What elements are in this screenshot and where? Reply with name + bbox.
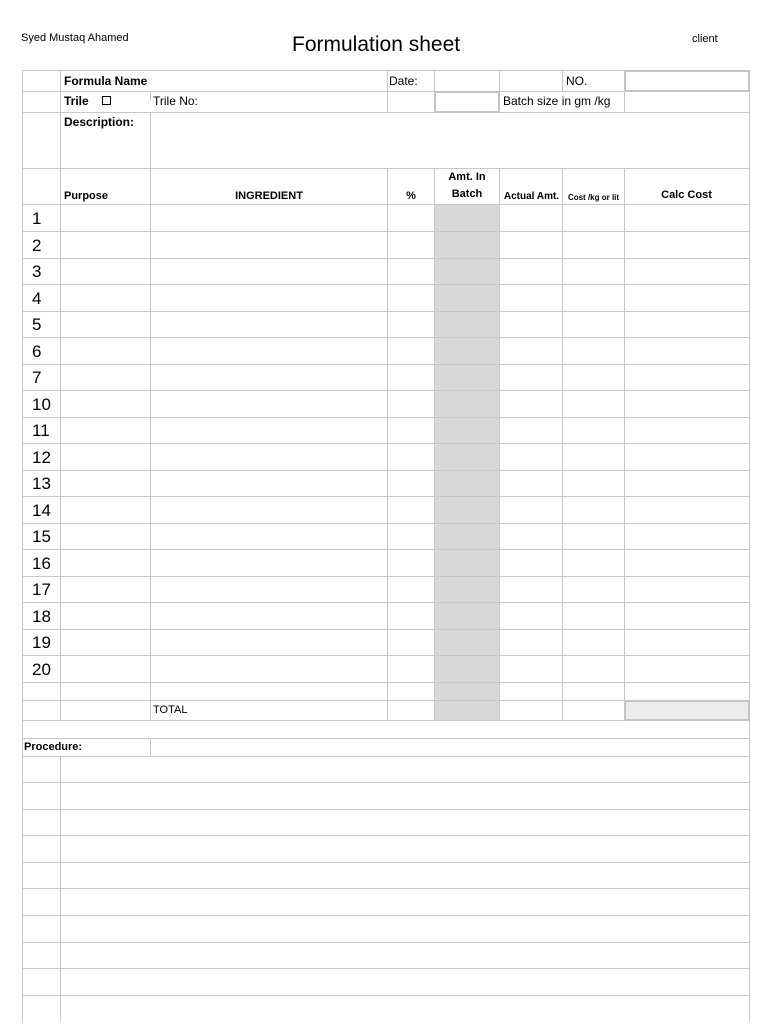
grid-line xyxy=(434,168,435,721)
row-number: 20 xyxy=(32,659,51,679)
row-number: 14 xyxy=(32,500,51,520)
client-label: client xyxy=(692,33,718,45)
grid-line xyxy=(22,470,750,471)
grid-line xyxy=(22,809,750,810)
grid-line xyxy=(22,337,750,338)
row-number: 2 xyxy=(32,235,42,255)
grid-line xyxy=(22,311,750,312)
amt-in-batch-header-line1: Amt. In xyxy=(448,171,486,183)
grid-line xyxy=(22,602,750,603)
description-label: Description: xyxy=(64,115,135,129)
ingredient-header: INGREDIENT xyxy=(235,190,303,202)
row-number: 5 xyxy=(32,315,42,334)
grid-line xyxy=(387,168,388,721)
procedure-label: Procedure: xyxy=(24,741,83,753)
page-title: Formulation sheet xyxy=(292,33,461,56)
row-number: 1 xyxy=(32,208,42,228)
amt-in-batch-header-line2: Batch xyxy=(451,188,483,200)
grid-line xyxy=(22,576,750,577)
grid-line xyxy=(22,968,750,969)
grid-line xyxy=(22,655,750,656)
amt-in-batch-column-shade xyxy=(435,204,499,720)
grid-line xyxy=(22,888,750,889)
grid-line xyxy=(22,231,750,232)
row-number: 16 xyxy=(32,553,51,573)
row-number: 17 xyxy=(32,580,51,599)
row-number: 18 xyxy=(32,606,51,626)
grid-line xyxy=(22,942,750,943)
grid-line xyxy=(22,443,750,444)
grid-line xyxy=(22,682,750,683)
grid-line xyxy=(624,168,625,721)
row-number: 7 xyxy=(32,368,42,387)
no-label: NO. xyxy=(566,74,588,88)
total-calc-cost-box[interactable] xyxy=(624,700,750,721)
grid-line xyxy=(22,782,750,783)
grid-line xyxy=(749,70,750,1022)
batch-size-label: Batch size in gm /kg xyxy=(503,94,611,108)
grid-line xyxy=(499,168,500,721)
grid-line xyxy=(22,168,750,169)
row-number: 19 xyxy=(32,633,51,652)
grid-line xyxy=(22,915,750,916)
grid-line xyxy=(22,417,750,418)
grid-line xyxy=(22,835,750,836)
grid-line xyxy=(22,496,750,497)
grid-line xyxy=(562,168,563,721)
grid-line xyxy=(22,284,750,285)
purpose-header: Purpose xyxy=(64,190,109,202)
grid-line xyxy=(22,549,750,550)
row-number: 4 xyxy=(32,288,42,308)
grid-line xyxy=(22,364,750,365)
grid-line xyxy=(60,70,61,721)
row-number: 15 xyxy=(32,527,51,546)
author-name: Syed Mustaq Ahamed xyxy=(21,32,129,44)
row-number: 3 xyxy=(32,262,42,281)
grid-line xyxy=(22,390,750,391)
no-input-box[interactable] xyxy=(624,70,750,92)
grid-line xyxy=(22,112,750,113)
trile-checkbox[interactable] xyxy=(102,96,111,105)
cost-per-header: Cost /kg or lit xyxy=(567,193,620,202)
total-label: TOTAL xyxy=(153,704,188,716)
trile-no-label: Trile No: xyxy=(153,94,198,108)
formula-name-label: Formula Name xyxy=(64,74,148,88)
grid-line xyxy=(22,756,750,757)
trile-label: Trile xyxy=(64,94,89,108)
trile-no-input-box[interactable] xyxy=(434,91,500,113)
grid-line xyxy=(22,629,750,630)
row-number: 11 xyxy=(32,421,50,440)
grid-line xyxy=(22,258,750,259)
grid-line xyxy=(150,738,151,757)
grid-line xyxy=(22,862,750,863)
date-label: Date: xyxy=(389,74,418,88)
grid-line xyxy=(562,70,563,92)
row-number: 13 xyxy=(32,474,51,493)
calc-cost-header: Calc Cost xyxy=(661,189,712,201)
row-number: 6 xyxy=(32,341,42,361)
row-number: 12 xyxy=(32,447,51,467)
grid-line xyxy=(22,738,750,739)
grid-line xyxy=(60,756,61,1022)
actual-amt-header: Actual Amt. xyxy=(503,191,560,202)
grid-line xyxy=(387,70,388,113)
grid-line xyxy=(22,523,750,524)
grid-line xyxy=(22,995,750,996)
row-number: 10 xyxy=(32,394,51,414)
percent-header: % xyxy=(406,190,416,202)
grid-line xyxy=(150,91,151,101)
